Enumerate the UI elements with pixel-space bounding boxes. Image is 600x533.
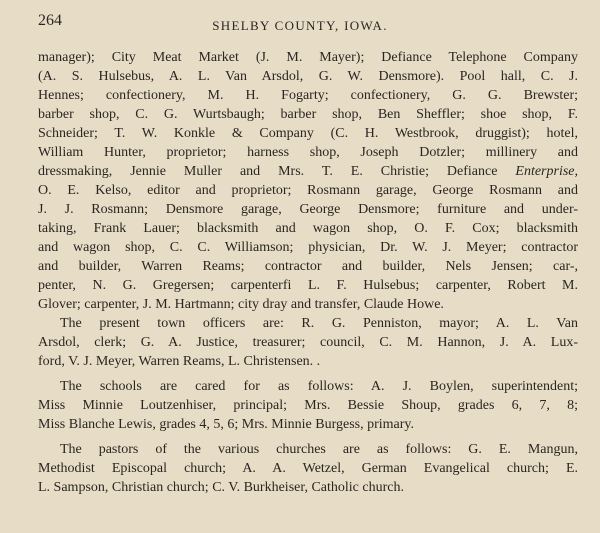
text-line: penter, N. G. Gregersen; carpenterfi L. F. Hulsebus; carpenter, Robert M. bbox=[38, 278, 578, 293]
italic-newspaper-title: Enterprise, bbox=[515, 164, 578, 179]
text-line: Miss Minnie Loutzenhiser, principal; Mrs. Bessie Shoup, grades 6, 7, 8; bbox=[38, 398, 578, 413]
body-text bbox=[38, 48, 578, 497]
text-line: L. Sampson, Christian church; C. V. Burkheiser, Catholic church. bbox=[38, 480, 404, 495]
text-line: and builder, Warren Reams; contractor and builder, Nels Jensen; car-, bbox=[38, 259, 578, 274]
text-line: The schools are cared for as follows: A. J. Boylen, superintendent; bbox=[60, 379, 578, 394]
text-line: The present town officers are: R. G. Penniston, mayor; A. L. Van bbox=[60, 316, 578, 331]
text-line-part: dressmaking, Jennie Muller and Mrs. T. E. Christie; Defiance bbox=[38, 164, 516, 179]
text-line bbox=[38, 162, 578, 181]
page-number: 264 bbox=[38, 12, 62, 29]
text-line: Glover; carpenter, J. M. Hartmann; city dray and transfer, Claude Howe. bbox=[38, 297, 444, 312]
text-line: The pastors of the various churches are as follows: G. E. Mangun, bbox=[60, 442, 578, 457]
text-line: Methodist Episcopal church; A. A. Wetzel, German Evangelical church; E. bbox=[38, 461, 578, 476]
text-line: ford, V. J. Meyer, Warren Reams, L. Christensen. . bbox=[38, 354, 321, 369]
text-line: (A. S. Hulsebus, A. L. Van Arsdol, G. W. Densmore). Pool hall, C. J. bbox=[38, 69, 578, 84]
text-line: barber shop, C. G. Wurtsbaugh; barber shop, Ben Sheffler; shoe shop, F. bbox=[38, 107, 578, 122]
text-line: Arsdol, clerk; G. A. Justice, treasurer; council, C. M. Hannon, J. A. Lux- bbox=[38, 335, 578, 350]
text-line: Miss Blanche Lewis, grades 4, 5, 6; Mrs. Minnie Burgess, primary. bbox=[38, 417, 415, 432]
text-line: Schneider; T. W. Konkle & Company (C. H. Westbrook, druggist); hotel, bbox=[38, 126, 578, 141]
text-line: and wagon shop, C. C. Williamson; physician, Dr. W. J. Meyer; contractor bbox=[38, 240, 578, 255]
text-line: William Hunter, proprietor; harness shop, Joseph Dotzler; millinery and bbox=[38, 145, 578, 160]
running-head: SHELBY COUNTY, IOWA. bbox=[212, 18, 388, 33]
text-line: manager); City Meat Market (J. M. Mayer); Defiance Telephone Company bbox=[38, 50, 578, 65]
text-line: Hennes; confectionery, M. H. Fogarty; confectionery, G. G. Brewster; bbox=[38, 88, 578, 103]
text-line: J. J. Rosmann; Densmore garage, George Densmore; furniture and under- bbox=[38, 202, 578, 217]
text-line: taking, Frank Lauer; blacksmith and wagon shop, O. F. Cox; blacksmith bbox=[38, 221, 578, 236]
text-line: O. E. Kelso, editor and proprietor; Rosmann garage, George Rosmann and bbox=[38, 183, 578, 198]
